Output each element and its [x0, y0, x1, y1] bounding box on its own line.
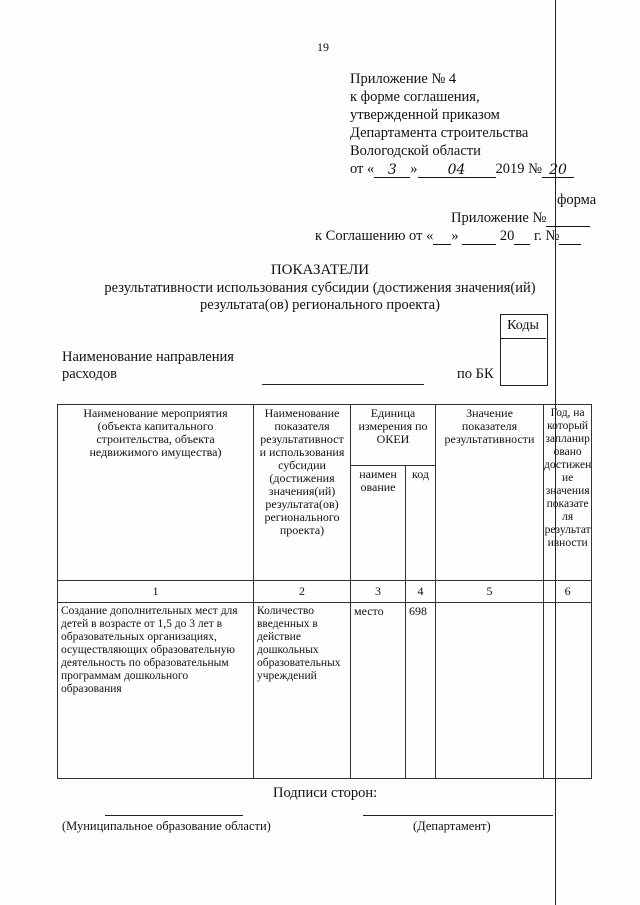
- agreement-number-blank: [559, 228, 581, 245]
- date-year: 2019 №: [495, 161, 542, 177]
- col-num-3: 3: [351, 581, 406, 603]
- signature-line-left: [105, 815, 243, 816]
- form-label: форма: [557, 192, 597, 208]
- row1-activity: Создание дополнительных мест для детей в возрасте от 1,5 до 3 лет в образовательных организациях, осуществляющих образовательную деятельность по образовательным программам дошкольного образования: [58, 603, 254, 779]
- header-year: Год, на который запланир овано достижен ие значения показате ля результат ивности: [544, 405, 592, 581]
- agreement-day-blank: [433, 228, 451, 245]
- col-num-2: 2: [254, 581, 351, 603]
- signatures-title: Подписи сторон:: [273, 785, 378, 801]
- row1-indicator: Количество введенных в действие дошкольных образовательных учреждений: [254, 603, 351, 779]
- date-mid: »: [410, 161, 418, 177]
- indicators-table: [57, 404, 592, 779]
- appendix-line-2: к форме соглашения,: [350, 89, 480, 105]
- direction-underline: [262, 384, 424, 385]
- appendix-header: [350, 70, 574, 178]
- col-num-1: 1: [58, 581, 254, 603]
- doc-title: ПОКАЗАТЕЛИ: [270, 262, 370, 278]
- signature-line-right: [363, 815, 553, 816]
- appendix2-number-label: Приложение №: [451, 210, 547, 226]
- bk-label: по БК: [457, 366, 494, 382]
- row1-unit-code: 698: [406, 603, 436, 779]
- header-activity: Наименование мероприятия (объекта капитального строительства, объекта недвижимого имущества): [58, 405, 254, 581]
- appendix2-line-1: [451, 210, 590, 227]
- signature-left-caption: (Муниципальное образование области): [62, 819, 271, 833]
- agreement-year-prefix: 20: [499, 228, 515, 244]
- appendix-line-3: утвержденной приказом: [350, 107, 500, 123]
- header-unit-code: код: [406, 466, 436, 581]
- date-day: 3: [374, 161, 410, 178]
- appendix-date-line: [350, 160, 574, 178]
- date-prefix: от «: [350, 161, 375, 177]
- col-num-5: 5: [436, 581, 544, 603]
- appendix-line-5: Вологодской области: [350, 143, 481, 159]
- row1-year: [544, 603, 592, 779]
- direction-label-1: Наименование направления: [62, 349, 234, 365]
- agreement-year-blank: [514, 228, 530, 245]
- header-unit-name: наимен ование: [351, 466, 406, 581]
- col-num-6: 6: [544, 581, 592, 603]
- agreement-month-blank: [462, 228, 496, 245]
- date-number: 20: [542, 161, 574, 178]
- agreement-number-label: г. №: [533, 228, 560, 244]
- header-value: Значение показателя результативности: [436, 405, 544, 581]
- appendix-line-4: Департамента строительства: [350, 125, 529, 141]
- date-month: 04: [418, 161, 496, 178]
- doc-subtitle-1: результативности использования субсидии (достижения значения(ий): [104, 280, 536, 296]
- agreement-date-prefix: к Соглашению от «: [315, 228, 434, 244]
- row1-value: [436, 603, 544, 779]
- appendix2-number-blank: [546, 210, 590, 227]
- agreement-date-close: »: [451, 228, 459, 244]
- header-indicator: Наименование показателя результативност и использования субсидии (достижения значения(ий) результата(ов) регионального проекта): [254, 405, 351, 581]
- appendix-line-1: Приложение № 4: [350, 71, 457, 87]
- doc-subtitle-2: результата(ов) регионального проекта): [200, 297, 440, 313]
- header-unit: Единица измерения по ОКЕИ: [351, 405, 436, 466]
- appendix2-line-2: [315, 228, 581, 245]
- page-number: 19: [317, 40, 329, 54]
- signature-right-caption: (Департамент): [413, 819, 491, 833]
- direction-label-2: расходов: [62, 366, 117, 382]
- col-num-4: 4: [406, 581, 436, 603]
- codes-label: Коды: [500, 314, 546, 339]
- row1-unit-name: место: [351, 603, 406, 779]
